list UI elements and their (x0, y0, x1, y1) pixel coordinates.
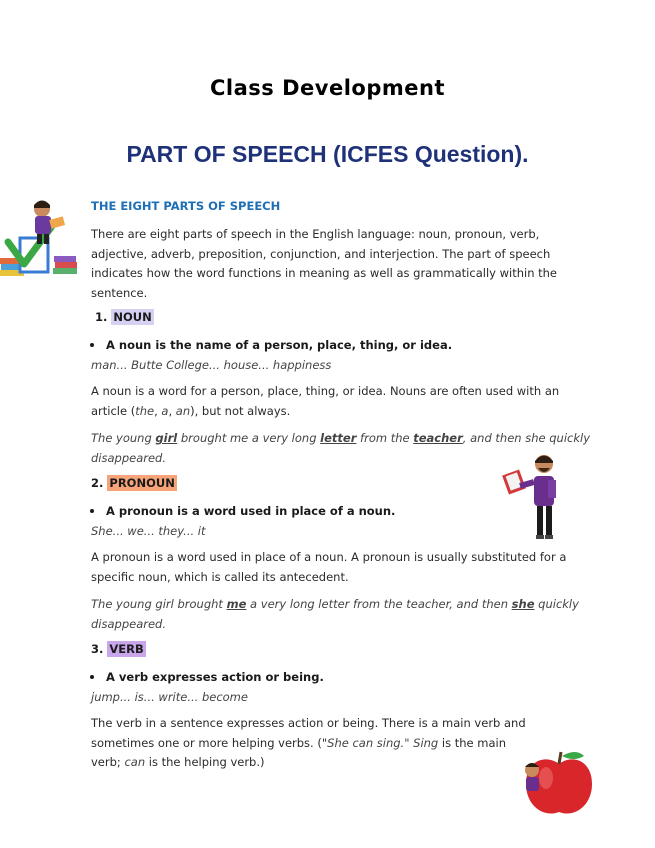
pronoun-bullet-text: A pronoun is a word used in place of a noun. (106, 504, 396, 518)
section-heading: THE EIGHT PARTS OF SPEECH (91, 199, 281, 213)
intro-paragraph (91, 225, 611, 303)
text-run: , (168, 403, 176, 418)
noun-word-girl: girl (155, 431, 178, 445)
noun-heading (95, 310, 154, 324)
verb-number: 3. (91, 642, 104, 656)
pronoun-word-she: she (511, 597, 535, 611)
pronoun-examples: She... we... they... it (91, 524, 206, 538)
apple-avatar-icon (518, 748, 600, 820)
verb-heading (91, 642, 146, 656)
intro-line: There are eight parts of speech in the English language: noun, pronoun, verb, (91, 227, 540, 241)
page-subtitle: PART OF SPEECH (ICFES Question). (126, 141, 529, 167)
text-run: verb; (91, 755, 125, 769)
text-run: disappeared. (91, 616, 167, 631)
verb-bullet (90, 670, 324, 684)
noun-bullet-text: A noun is the name of a person, place, thing, or idea. (106, 338, 453, 352)
noun-desc-line: A noun is a word for a person, place, thing, or idea. Nouns are often used with an (91, 384, 560, 398)
text-run: , (154, 403, 162, 418)
text-run-italic: can (124, 755, 146, 769)
pronoun-desc-line: A pronoun is a word used in place of a noun. A pronoun is usually substituted for a (91, 550, 567, 564)
intro-line: sentence. (91, 285, 148, 300)
text-run: is the helping verb.) (145, 755, 265, 769)
text-run: , and then she quickly (462, 431, 590, 445)
text-run: The young (91, 431, 156, 445)
noun-desc-line (91, 402, 621, 422)
text-run: sometimes one or more helping verbs. (" (91, 735, 328, 750)
checkmark-books-avatar-icon (0, 196, 80, 288)
text-run: ), but not always. (190, 403, 291, 418)
noun-label: NOUN (113, 310, 152, 324)
verb-desc-line (91, 753, 561, 773)
article-an: an (175, 403, 191, 418)
text-run: is the main (438, 735, 506, 750)
pronoun-word-me: me (226, 597, 247, 611)
pronoun-description (91, 548, 626, 587)
reading-avatar-icon (500, 450, 572, 542)
verb-examples: jump... is... write... become (91, 690, 248, 704)
noun-description (91, 382, 621, 421)
pronoun-label: PRONOUN (109, 476, 175, 490)
noun-number: 1. (95, 310, 108, 324)
pronoun-number: 2. (91, 476, 104, 490)
noun-word-teacher: teacher (413, 431, 463, 445)
text-run-italic: She can sing." Sing (327, 735, 439, 750)
text-run: quickly (534, 597, 579, 611)
noun-word-letter: letter (320, 431, 357, 445)
pronoun-desc-line: specific noun, which is called its antecedent. (91, 569, 349, 584)
text-run: The young girl brought (91, 597, 227, 611)
pronoun-heading (91, 476, 177, 490)
verb-desc-line (91, 734, 561, 754)
bullet-dot-icon (90, 343, 94, 347)
pronoun-example-sentence (91, 595, 626, 634)
text-run: disappeared. (91, 450, 167, 465)
article-the: the (135, 403, 155, 418)
intro-line: adjective, adverb, preposition, conjunction, and interjection. The part of speech (91, 246, 551, 261)
text-run: from the (356, 431, 414, 445)
page-title: Class Development (210, 76, 445, 100)
noun-examples: man... Butte College... house... happiness (91, 358, 332, 372)
verb-label: VERB (109, 642, 144, 656)
bullet-dot-icon (90, 675, 94, 679)
text-run: article ( (91, 403, 136, 418)
article-a: a (161, 403, 169, 418)
text-run: brought me a very long (177, 431, 321, 445)
pronoun-bullet (90, 504, 395, 518)
verb-desc-line: The verb in a sentence expresses action or being. There is a main verb and (91, 716, 526, 730)
noun-bullet (90, 338, 452, 352)
verb-description (91, 714, 561, 773)
text-run: a very long letter from the teacher, and then (246, 597, 512, 611)
intro-line: indicates how the word functions in meaning as well as grammatically within the (91, 266, 558, 280)
verb-bullet-text: A verb expresses action or being. (106, 670, 324, 684)
bullet-dot-icon (90, 509, 94, 513)
